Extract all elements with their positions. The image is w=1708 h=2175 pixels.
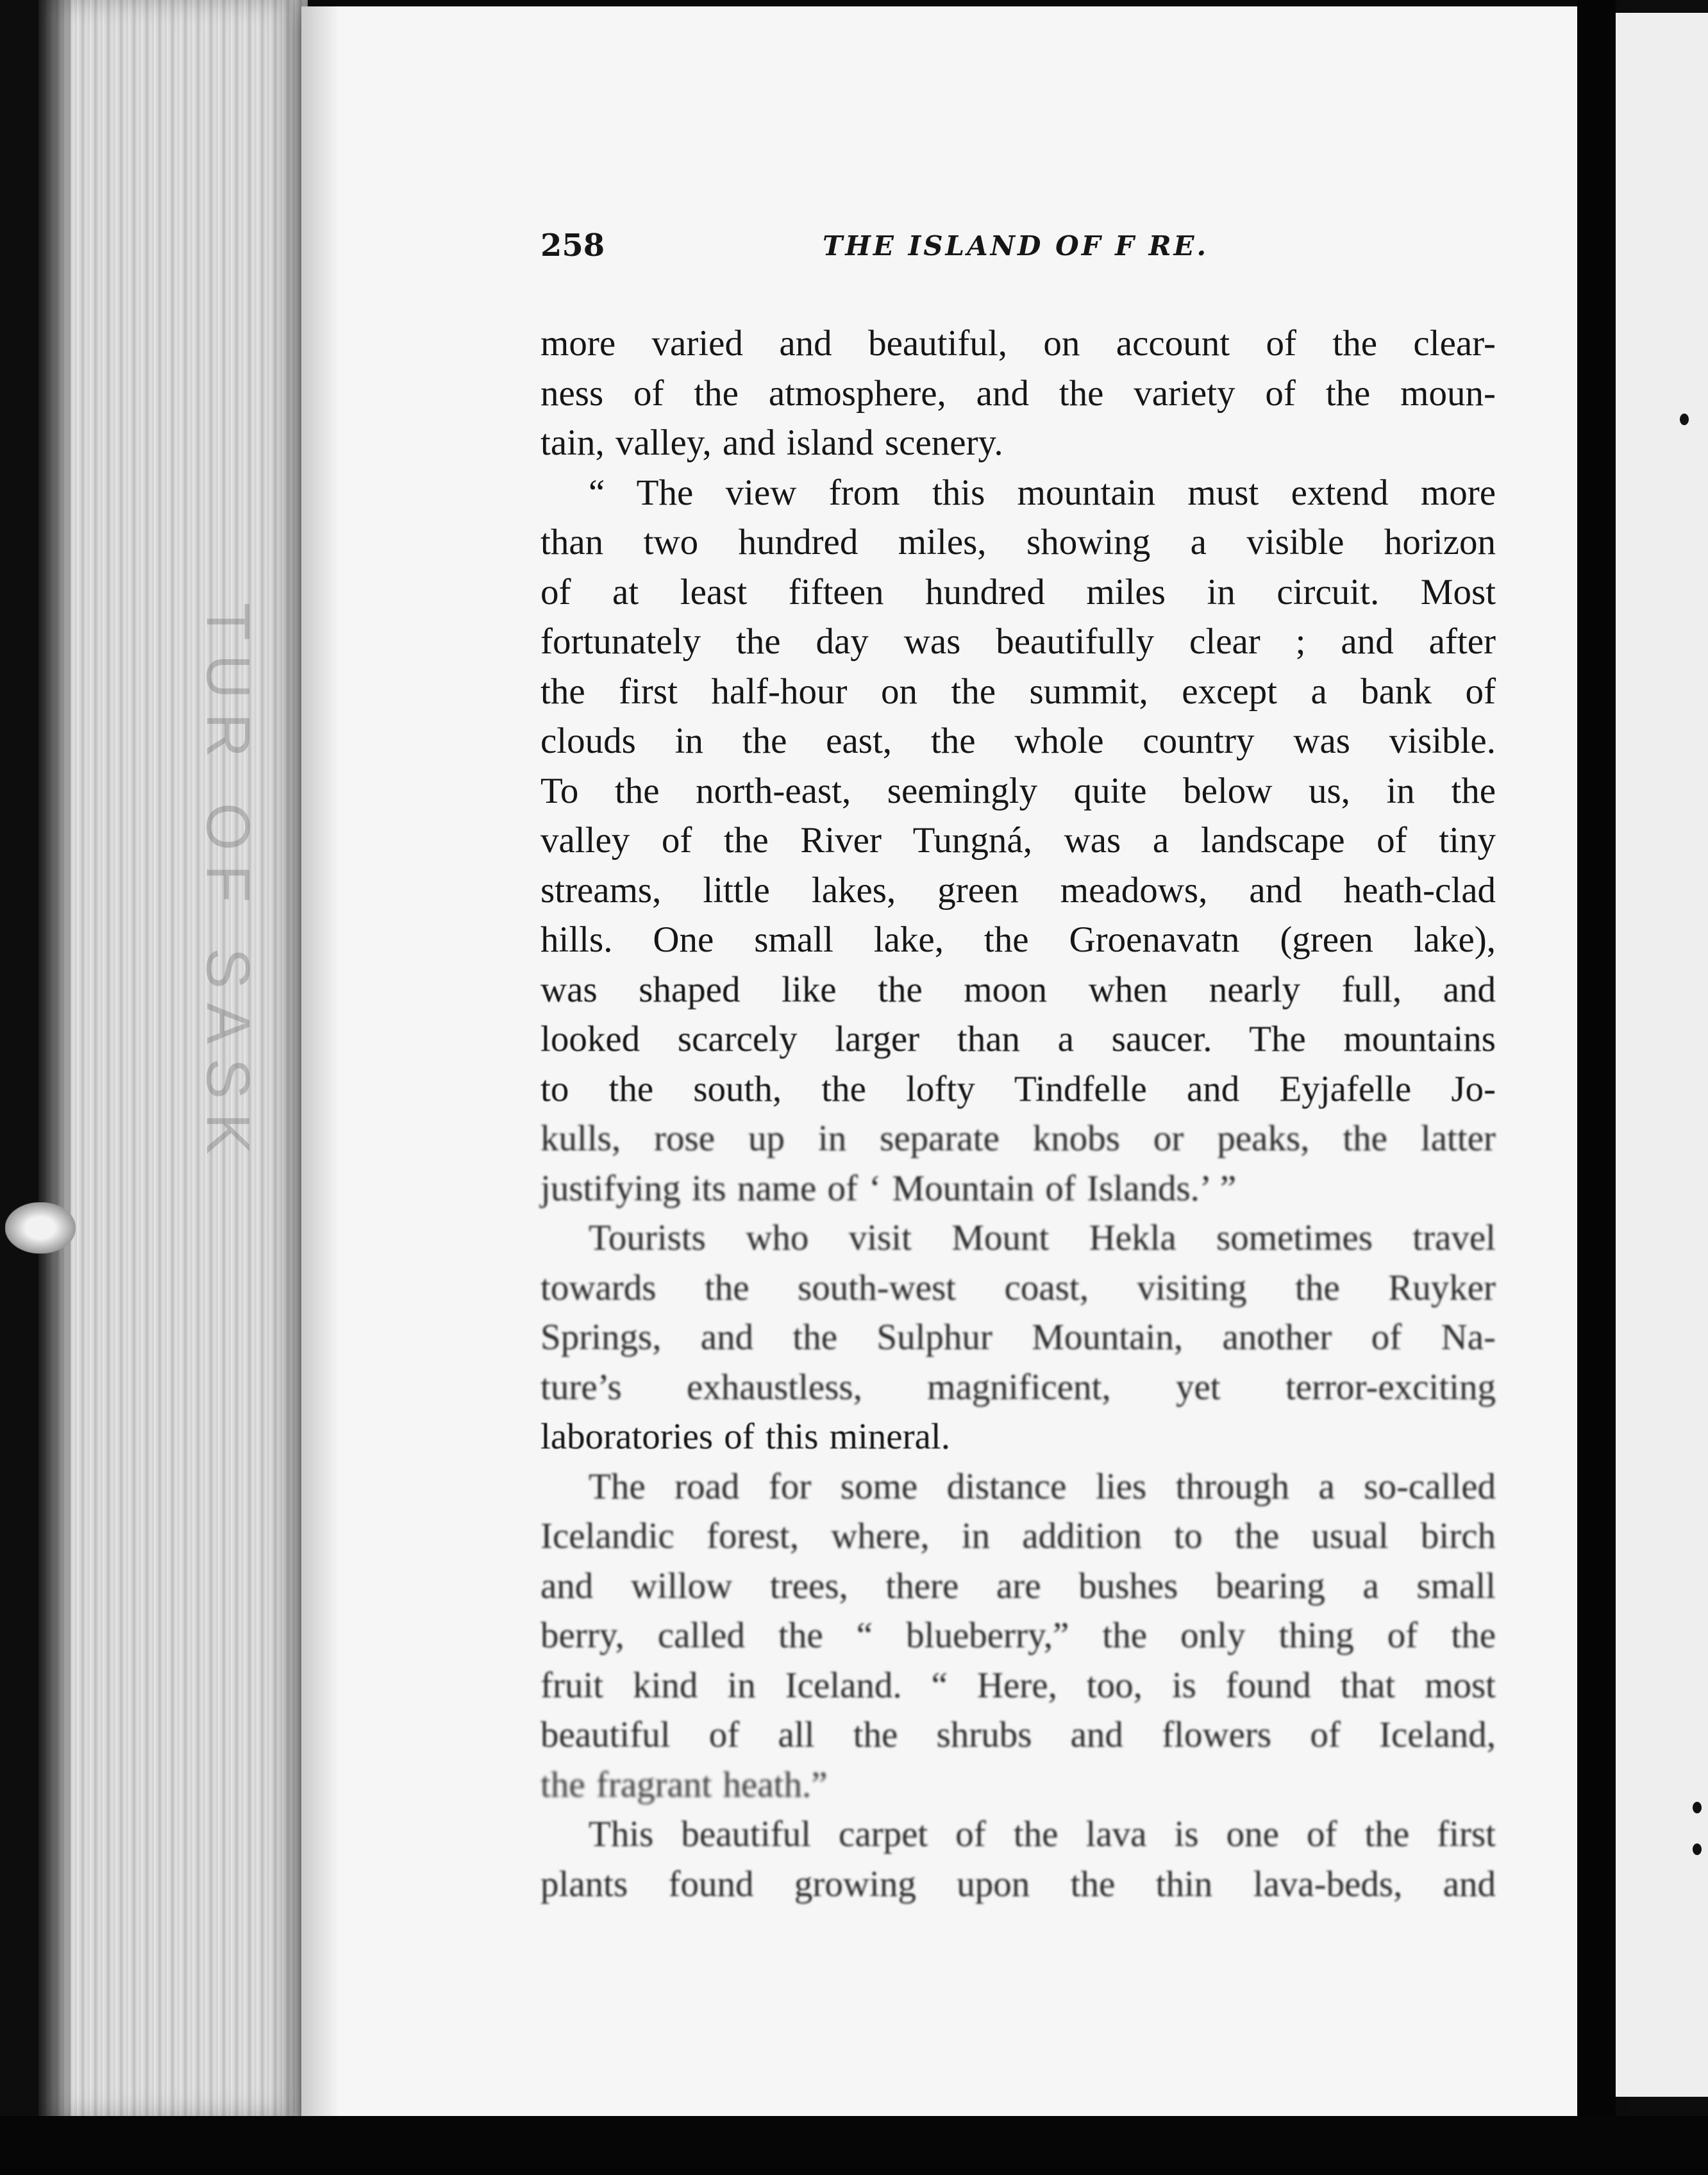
library-stamp	[192, 603, 269, 1169]
page-tab-mark	[5, 1202, 76, 1254]
text-line: clouds in the east, the whole country was visible.	[540, 721, 1496, 761]
text-line: the first half-hour on the summit, except a bank of	[540, 671, 1496, 712]
facing-page-mark	[1693, 1843, 1702, 1855]
text-line: laboratories of this mineral.	[540, 1416, 950, 1457]
text-line: ture’s exhaustless, magnificent, yet terror-exciting	[540, 1366, 1496, 1407]
text-line: streams, little lakes, green meadows, and heath-clad	[540, 869, 1496, 911]
text-line: “ The view from this mountain must extend more	[589, 472, 1496, 513]
scan-bottom-edge	[0, 2116, 1708, 2175]
text-line: To the north-east, seemingly quite below us, in the	[540, 770, 1496, 811]
text-line: The road for some distance lies through a so-called	[589, 1466, 1496, 1507]
facing-page-mark	[1693, 1802, 1702, 1813]
text-line: kulls, rose up in separate knobs or peaks, the latter	[540, 1118, 1496, 1159]
paragraph	[540, 1462, 1496, 1810]
text-line: to the south, the lofty Tindfelle and Eyjafelle Jo-	[540, 1068, 1496, 1109]
text-line: berry, called the “ blueberry,” the only thing of the	[540, 1615, 1496, 1656]
text-line: of at least fifteen hundred miles in circuit. Most	[540, 571, 1496, 612]
paragraph	[540, 468, 1496, 1214]
running-head	[540, 228, 1496, 273]
text-line: Icelandic forest, where, in addition to the usual birch	[540, 1516, 1496, 1556]
text-line: more varied and beautiful, on account of the clear-	[540, 323, 1496, 364]
text-line: ness of the atmosphere, and the variety of the moun-	[540, 373, 1496, 414]
text-line: towards the south-west coast, visiting the Ruyker	[540, 1267, 1496, 1308]
text-line: tain, valley, and island scenery.	[540, 423, 1003, 463]
paragraph	[540, 1810, 1496, 1909]
text-line: valley of the River Tungná, was a landscape of tiny	[540, 820, 1496, 861]
text-line: fortunately the day was beautifully clear ; and after	[540, 621, 1496, 662]
text-line: plants found growing upon the thin lava-beds, and	[540, 1863, 1496, 1904]
text-line: hills. One small lake, the Groenavatn (green lake),	[540, 920, 1496, 960]
text-line: than two hundred miles, showing a visible horizon	[540, 522, 1496, 562]
text-line: looked scarcely larger than a saucer. The mountains	[540, 1019, 1496, 1059]
gutter-shadow	[301, 6, 340, 2129]
text-line: Tourists who visit Mount Hekla sometimes travel	[589, 1218, 1496, 1258]
text-line: the fragrant heath.”	[540, 1764, 828, 1805]
page-number: 258	[540, 228, 605, 264]
text-line: This beautiful carpet of the lava is one of the first	[589, 1814, 1496, 1854]
binding-gap	[1577, 0, 1616, 2175]
page-text-block	[540, 228, 1496, 1909]
facing-page-mark	[1680, 414, 1689, 425]
running-title: THE ISLAND OF F RE.	[823, 230, 1209, 262]
text-line: fruit kind in Iceland. “ Here, too, is found that most	[540, 1665, 1496, 1706]
text-line: Springs, and the Sulphur Mountain, another of Na-	[540, 1317, 1496, 1357]
text-line: justifying its name of ‘ Mountain of Islands.’ ”	[540, 1168, 1237, 1209]
text-line: beautiful of all the shrubs and flowers of Iceland,	[540, 1715, 1496, 1755]
paragraph	[540, 319, 1496, 468]
text-line: and willow trees, there are bushes bearing a small	[540, 1565, 1496, 1606]
text-line: was shaped like the moon when nearly full, and	[540, 969, 1496, 1010]
library-stamp-text: TUR OF SASK	[194, 603, 262, 1169]
paragraph	[540, 1213, 1496, 1462]
facing-page-edge	[1616, 13, 1708, 2097]
